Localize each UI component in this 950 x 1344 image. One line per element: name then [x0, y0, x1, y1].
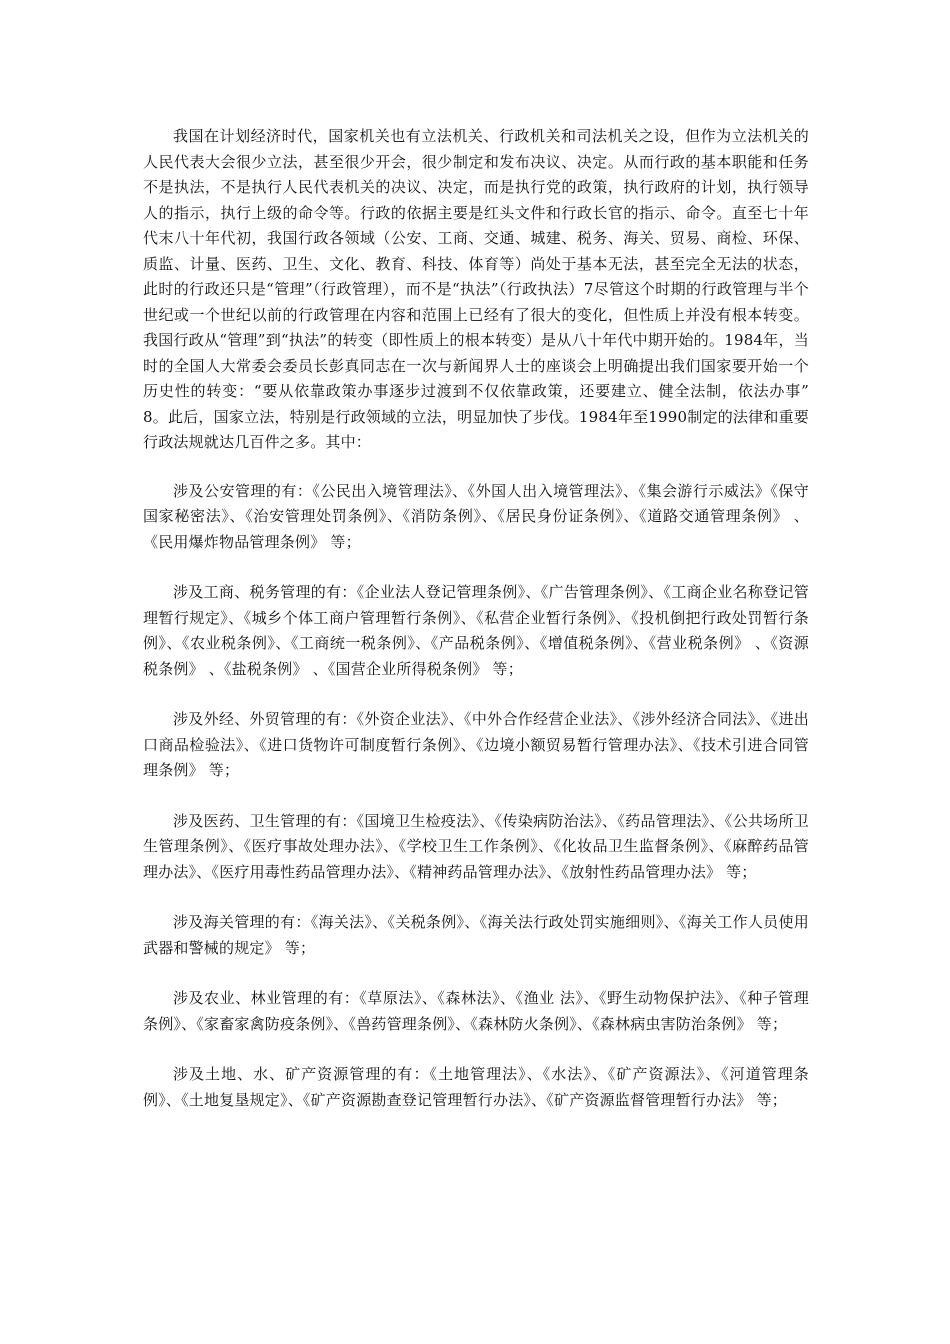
- paragraph-public-security: 涉及公安管理的有：《公民出入境管理法》、《外国人出入境管理法》、《集会游行示威法》《保守国家秘密法》、《治安管理处罚条例》、《消防条例》、《居民身份证条例》、《道路交通管理条例》 、《民用爆炸物品管理条例》 等；: [143, 481, 809, 551]
- paragraph-medicine-health: 涉及医药、卫生管理的有：《国境卫生检疫法》、《传染病防治法》、《药品管理法》、《公共场所卫生管理条例》、《医疗事故处理办法》、《学校卫生工作条例》、《化妆品卫生监督条例》、《麻醉药品管理办法》、《医疗用毒性药品管理办法》、《精神药品管理办法》、《放射性药品管理办法》 等；: [143, 811, 809, 881]
- paragraph-land-water-mineral: 涉及土地、水、矿产资源管理的有：《土地管理法》、《水法》、《矿产资源法》、《河道管理条例》、《土地复垦规定》、《矿产资源勘查登记管理暂行办法》、《矿产资源监督管理暂行办法》 等；: [143, 1065, 809, 1109]
- paragraph-commerce-tax: 涉及工商、税务管理的有：《企业法人登记管理条例》、《广告管理条例》、《工商企业名称登记管理暂行规定》、《城乡个体工商户管理暂行条例》、《私营企业暂行条例》、《投机倒把行政处罚暂行条例》、《农业税条例》、《工商统一税条例》、《产品税条例》、《增值税条例》、《营业税条例》 、《资源税条例》 、《盐税条例》 、《国营企业所得税条例》 等；: [143, 583, 809, 678]
- document-body: [143, 124, 809, 1138]
- paragraph-customs: 涉及海关管理的有：《海关法》、《关税条例》、《海关法行政处罚实施细则》、《海关工作人员使用武器和警械的规定》 等；: [143, 913, 809, 957]
- paragraph-intro: 我国在计划经济时代，国家机关也有立法机关、行政机关和司法机关之设，但作为立法机关的人民代表大会很少立法，甚至很少开会，很少制定和发布决议、决定。从而行政的基本职能和任务不是执法，不是执行人民代表机关的决议、决定，而是执行党的政策，执行政府的计划，执行领导人的指示，执行上级的命令等。行政的依据主要是红头文件和行政长官的指示、命令。直至七十年代末八十年代初，我国行政各领域（公安、工商、交通、城建、税务、海关、贸易、商检、环保、质监、计量、医药、卫生、文化、教育、科技、体育等）尚处于基本无法，甚至完全无法的状态，此时的行政还只是“管理”（行政管理），而不是“执法”（行政执法）7尽管这个时期的行政管理与半个世纪或一个世纪以前的行政管理在内容和范围上已经有了很大的变化，但性质上并没有根本转变。我国行政从“管理”到“执法”的转变（即性质上的根本转变）是从八十年代中期开始的。1984年，当时的全国人大常委会委员长彭真同志在一次与新闻界人士的座谈会上明确提出我们国家要开始一个历史性的转变：“要从依靠政策办事逐步过渡到不仅依靠政策，还要建立、健全法制，依法办事” 8。此后，国家立法，特别是行政领域的立法，明显加快了步伐。1984年至1990制定的法律和重要行政法规就达几百件之多。其中：: [143, 127, 809, 451]
- paragraph-foreign-trade: 涉及外经、外贸管理的有：《外资企业法》、《中外合作经营企业法》、《涉外经济合同法》、《进出口商品检验法》、《进口货物许可制度暂行条例》、《边境小额贸易暂行管理办法》、《技术引进合同管理条例》 等；: [143, 710, 809, 779]
- paragraph-agriculture-forestry: 涉及农业、林业管理的有：《草原法》、《森林法》、《渔业 法》、《野生动物保护法》、《种子管理条例》、《家畜家禽防疫条例》、《兽药管理条例》、《森林防火条例》、《森林病虫害防治条例》 等；: [143, 989, 809, 1033]
